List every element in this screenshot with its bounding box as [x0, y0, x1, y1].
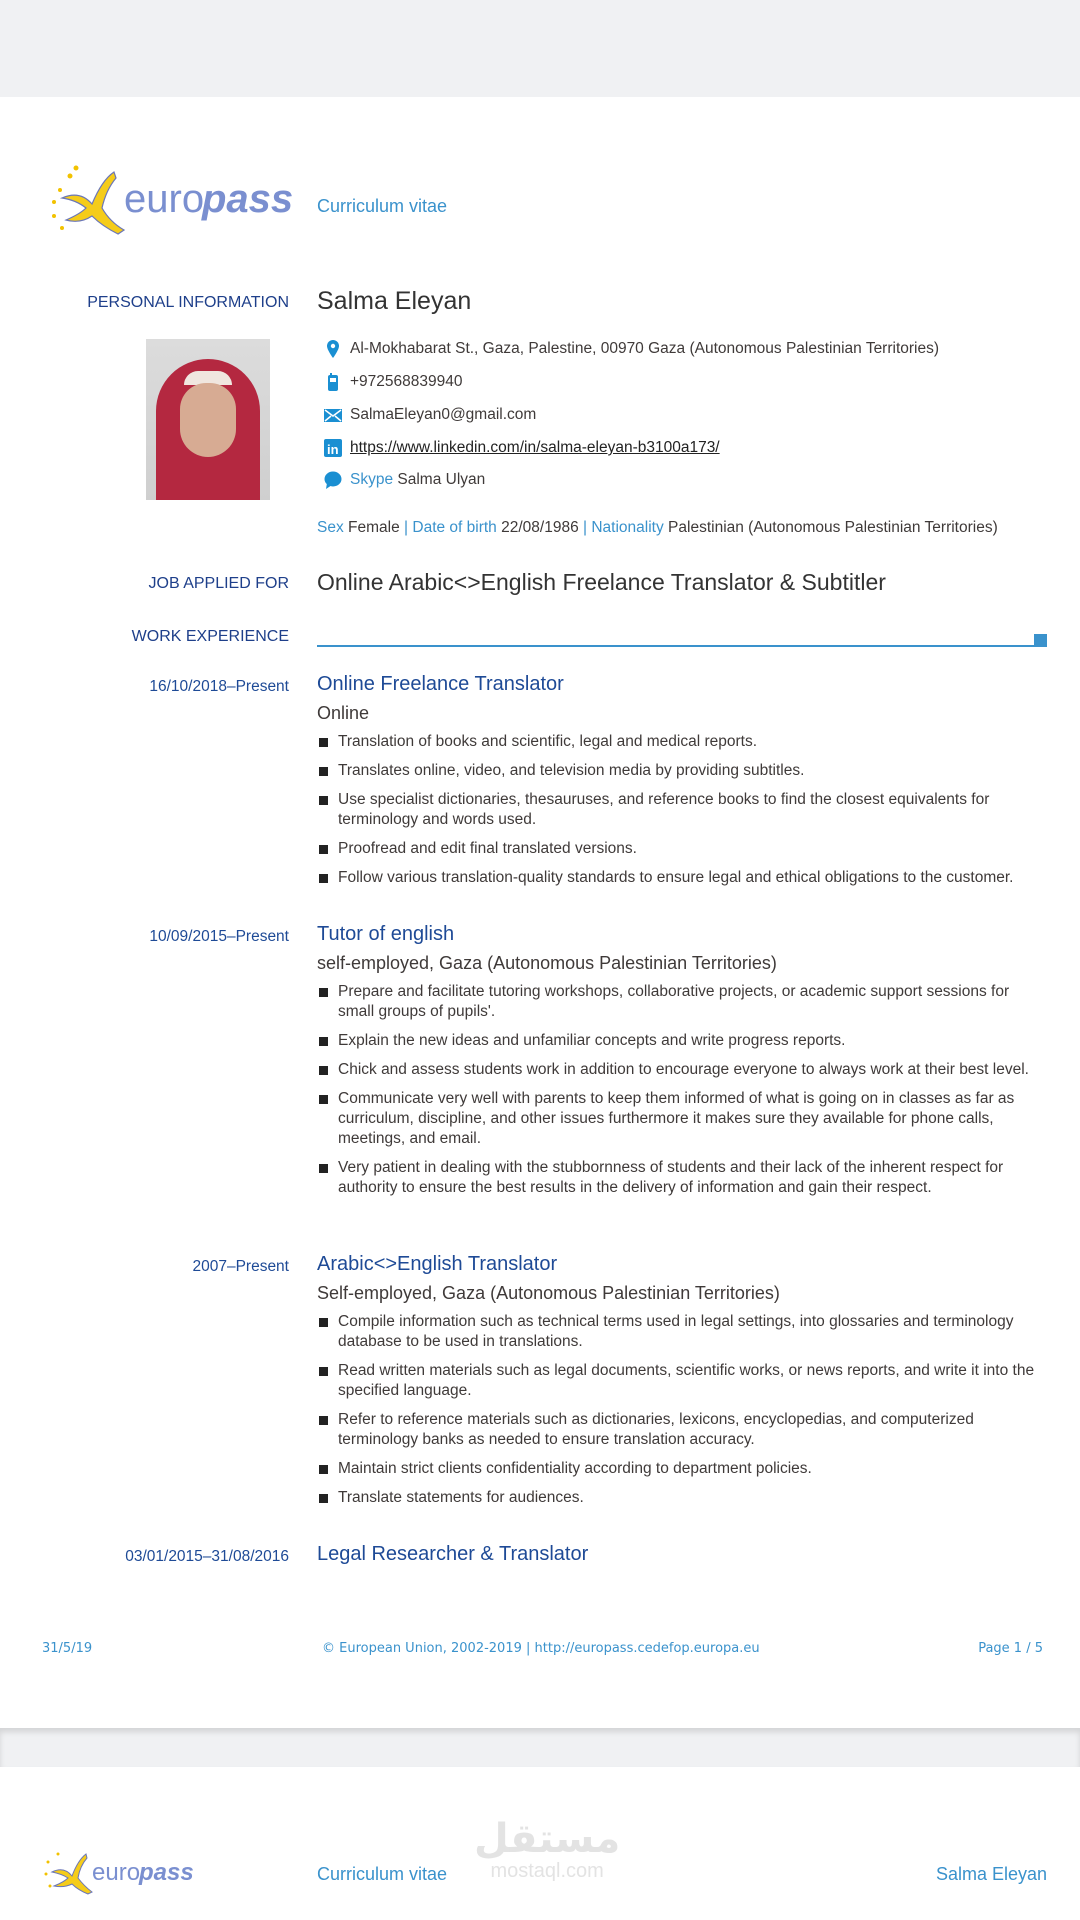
svg-text:pass: pass [139, 1859, 194, 1886]
contact-address [324, 340, 939, 358]
entry-employer: Online [317, 703, 370, 723]
document-title: Curriculum vitae [317, 196, 448, 216]
footer-copyright[interactable]: © European Union, 2002-2019 | http://europass.cedefop.europa.eu [322, 1641, 760, 1656]
nationality-value: Palestinian (Autonomous Palestinian Territories) [668, 519, 998, 536]
work-entry [317, 1543, 1047, 1569]
job-applied-value: Online Arabic<>English Freelance Translator & Subtitler [317, 569, 886, 595]
skype-value: Salma Ulyan [397, 471, 486, 488]
entry-title: Tutor of english [317, 923, 455, 945]
section-label-work-experience: WORK EXPERIENCE [131, 628, 289, 645]
personal-details-line [317, 519, 998, 537]
contact-phone [324, 373, 463, 391]
linkedin-icon [324, 439, 342, 457]
entry-title: Arabic<>English Translator [317, 1253, 558, 1275]
nationality-label: Nationality [591, 519, 664, 536]
page2-document-title: Curriculum vitae [317, 1864, 448, 1884]
email-link[interactable]: SalmaEleyan0@gmail.com [350, 406, 537, 423]
entry-date: 10/09/2015–Present [149, 928, 289, 945]
sex-value: Female [348, 519, 400, 536]
contact-linkedin [324, 439, 720, 457]
entry-employer: Self-employed, Gaza (Autonomous Palestinian Territories) [317, 1283, 780, 1303]
sex-label: Sex [317, 519, 344, 536]
footer-date: 31/5/19 [42, 1641, 93, 1656]
list-item: Explain the new ideas and unfamiliar concepts and write progress reports. [317, 1031, 1047, 1051]
list-item: Prepare and facilitate tutoring workshops, collaborative projects, or academic support sessions for small groups of pupils'. [317, 982, 1047, 1022]
page-separator [0, 1728, 1080, 1767]
svg-text:in: in [327, 442, 339, 457]
skype-label: Skype [350, 471, 394, 488]
entry-date: 03/01/2015–31/08/2016 [125, 1548, 289, 1565]
list-item: Translates online, video, and television media by providing subtitles. [317, 761, 1047, 781]
envelope-icon [324, 406, 342, 424]
work-entry [317, 1253, 1047, 1517]
phone-text: +972568839940 [350, 373, 463, 390]
footer-page-number: Page 1 / 5 [978, 1641, 1043, 1656]
location-pin-icon [324, 340, 342, 358]
list-item: Compile information such as technical terms used in legal settings, into glossaries and terminology database to be used in translations. [317, 1312, 1047, 1352]
person-name: Salma Eleyan [317, 287, 472, 315]
list-item: Follow various translation-quality standards to ensure legal and ethical obligations to the customer. [317, 868, 1047, 888]
mostaql-watermark [474, 1818, 620, 1883]
section-label-personal-information: PERSONAL INFORMATION [87, 294, 289, 311]
viewer-top-bar [0, 0, 1080, 97]
chat-bubble-icon [324, 471, 342, 489]
entry-date: 2007–Present [192, 1258, 289, 1275]
entry-employer: self-employed, Gaza (Autonomous Palestinian Territories) [317, 953, 777, 973]
section-label-job-applied: JOB APPLIED FOR [148, 575, 289, 592]
work-entry [317, 923, 1047, 1207]
list-item: Refer to reference materials such as dictionaries, lexicons, encyclopedias, and computerized terminology banks as needed to ensure translation accuracy. [317, 1410, 1047, 1450]
svg-text:euro: euro [124, 177, 205, 221]
list-item: Very patient in dealing with the stubbornness of students and their lack of the inherent respect for authority to ensure the best results in the delivery of information and gain their respect. [317, 1158, 1047, 1198]
dob-label: Date of birth [412, 519, 497, 536]
section-divider [317, 645, 1035, 647]
europass-logo [40, 160, 300, 245]
list-item: Use specialist dictionaries, thesauruses, and reference books to find the closest equivalents for terminology and words used. [317, 790, 1047, 830]
contact-email [324, 406, 536, 424]
europass-logo-small [40, 1848, 200, 1903]
entry-title: Legal Researcher & Translator [317, 1543, 589, 1565]
profile-photo [146, 339, 270, 500]
address-text: Al-Mokhabarat St., Gaza, Palestine, 00970 Gaza (Autonomous Palestinian Territories) [350, 340, 940, 357]
list-item: Communicate very well with parents to keep them informed of what is going on in classes as far as curriculum, discipline, and other issues furthermore it makes sure they available for phone calls, meetings, and email. [317, 1089, 1047, 1149]
section-divider-square [1034, 634, 1047, 647]
entry-title: Online Freelance Translator [317, 673, 564, 695]
list-item: Maintain strict clients confidentiality according to department policies. [317, 1459, 1047, 1479]
list-item: Read written materials such as legal documents, scientific works, or news reports, and write it into the specified language. [317, 1361, 1047, 1401]
dob-value: 22/08/1986 [501, 519, 579, 536]
separator: | [404, 519, 409, 536]
mobile-phone-icon [324, 373, 342, 391]
svg-text:pass: pass [202, 177, 294, 221]
page2-person-name: Salma Eleyan [935, 1864, 1047, 1884]
entry-date: 16/10/2018–Present [149, 678, 289, 695]
svg-text:euro: euro [92, 1859, 141, 1886]
list-item: Translate statements for audiences. [317, 1488, 1047, 1508]
watermark-arabic: مستقل [474, 1816, 621, 1862]
separator: | [583, 519, 588, 536]
linkedin-link[interactable]: https://www.linkedin.com/in/salma-eleyan-b3100a173/ [350, 439, 720, 456]
list-item: Proofread and edit final translated versions. [317, 839, 1047, 859]
work-entry [317, 673, 1047, 897]
list-item: Translation of books and scientific, legal and medical reports. [317, 732, 1047, 752]
watermark-text: mostaql.com [490, 1860, 604, 1882]
contact-skype [324, 471, 485, 489]
list-item: Chick and assess students work in addition to encourage everyone to always work at their best level. [317, 1060, 1047, 1080]
